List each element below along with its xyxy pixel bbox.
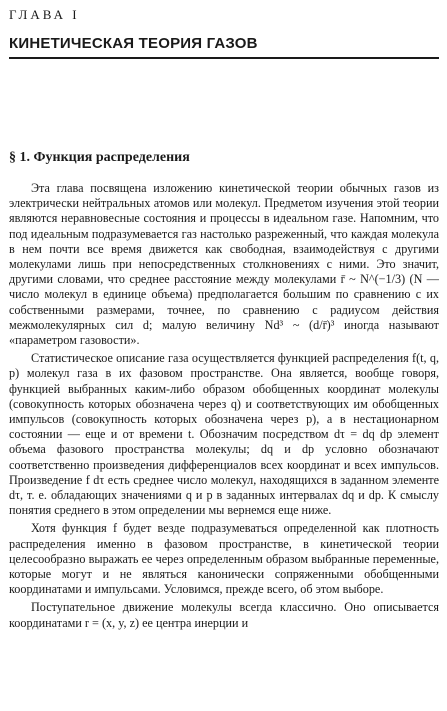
body-text xyxy=(9,181,439,631)
section-heading: § 1. Функция распределения xyxy=(9,150,190,165)
paragraph-intro: Эта глава посвящена изложению кинетической теории обычных газов из электрически нейтральных атомов или молекул. Предметом изучения этой теории являются неравновесные состояния и процессы в идеальном газе. Напомним, что под идеальным подразумевается газ настолько разреженный, что каждая молекула в нем почти все время движется как свободная, взаимодействуя с другими молекулами лишь при непосредственных столкновениях с ними. Это значит, другими словами, что среднее расстояние между молекулами r̄ ~ N^(−1/3) (N — число молекул в единице объема) предполагается большим по сравнению с их собственными размерами, точнее, по сравнению с радиусом действия межмолекулярных сил d; малую величину Nd³ ~ (d/r̄)³ иногда называют «параметром газовости». xyxy=(9,181,439,348)
paragraph-translational-motion: Поступательное движение молекулы всегда классично. Оно описывается координатами r = (x, y, z) ее центра инерции и xyxy=(9,600,439,630)
chapter-title: КИНЕТИЧЕСКАЯ ТЕОРИЯ ГАЗОВ xyxy=(9,35,439,59)
paragraph-distribution-function: Статистическое описание газа осуществляется функцией распределения f(t, q, p) молекул газа в их фазовом пространстве. Она является, вообще говоря, функцией выбранных каким-либо образом обобщенных координат молекулы (совокупность которых обозначена через q) и соответствующих им обобщенных импульсов (совокупность которых обозначена через p), а в нестационарном состоянии — еще и от времени t. Обозначим посредством dτ = dq dp элемент объема фазового пространства молекулы; dq и dp условно обозначают соответственно произведения дифференциалов всех координат и всех импульсов. Произведение f dτ есть среднее число молекул, находящихся в заданном элементе dτ, т. е. обладающих значениями q и p в заданных интервалах dq и dp. К смыслу понятия среднего в этом определении мы вернемся еще ниже. xyxy=(9,351,439,518)
chapter-label: ГЛАВА I xyxy=(9,7,80,22)
paragraph-variables: Хотя функция f будет везде подразумеваться определенной как плотность распределения именно в фазовом пространстве, в кинетической теории целесообразно выражать ее через определенным образом выбранные переменные, которые могут и не являться канонически сопряженными обобщенными координатами и импульсами. Условимся, прежде всего, об этом выборе. xyxy=(9,521,439,597)
